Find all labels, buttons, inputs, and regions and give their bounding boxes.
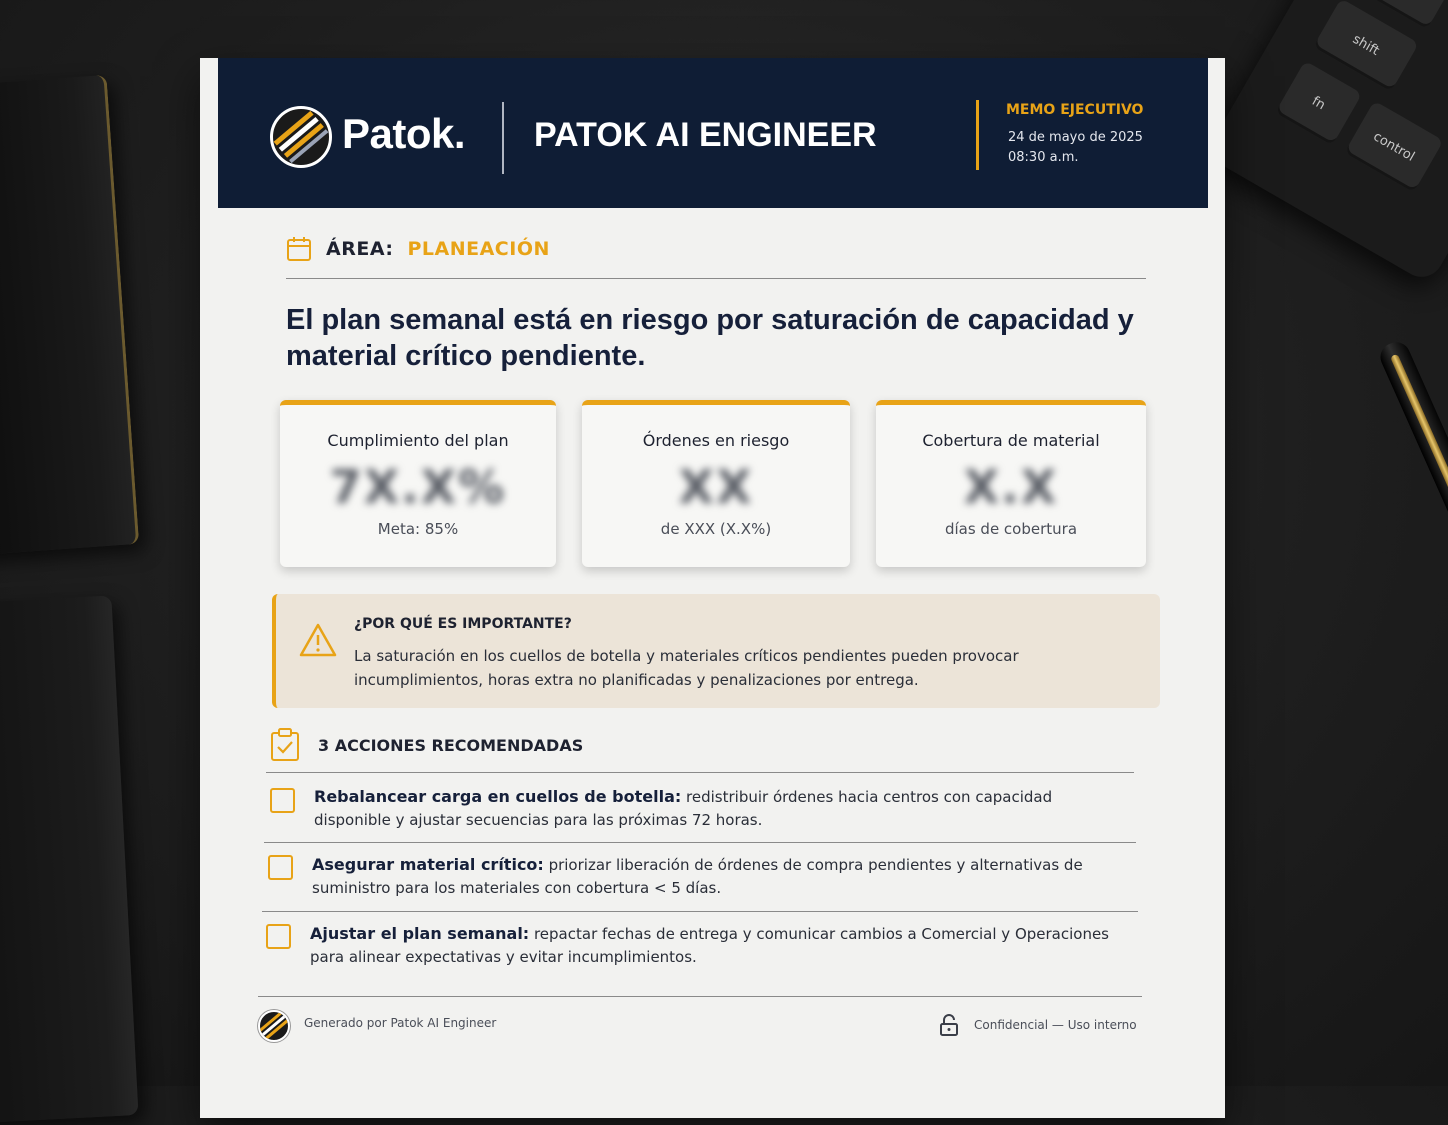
action-title: Asegurar material crítico: (312, 855, 544, 874)
action-divider (262, 911, 1138, 912)
patok-logo-icon (270, 106, 332, 168)
footer-generated-by: Generado por Patok AI Engineer (304, 1016, 497, 1030)
warning-icon (298, 622, 338, 658)
key-control: control (1344, 101, 1443, 193)
black-notebook (0, 75, 139, 555)
memo-header (218, 58, 1208, 208)
footer-divider (258, 996, 1142, 997)
kpi-value: 7X.X% (329, 460, 507, 514)
kpi-title: Cobertura de material (922, 431, 1100, 450)
kpi-title: Órdenes en riesgo (642, 431, 790, 450)
kpi-card-plan (280, 400, 556, 567)
fountain-pen (1376, 338, 1448, 1044)
key-shift: shift (1313, 0, 1419, 92)
action-item-2 (312, 853, 1112, 900)
area-row (286, 236, 550, 262)
brand-wordmark: Patok. (342, 110, 466, 157)
actions-title: 3 ACCIONES RECOMENDADAS (318, 735, 584, 755)
action-checkbox-3[interactable] (266, 924, 291, 949)
callout-title: ¿POR QUÉ ES IMPORTANTE? (354, 616, 572, 632)
memo-type-label: MEMO EJECUTIVO (1006, 102, 1144, 118)
action-divider (264, 842, 1136, 843)
kpi-value: X.X (963, 460, 1059, 514)
actions-divider (266, 772, 1134, 773)
footer-confidential: Confidencial — Uso interno (974, 1018, 1137, 1032)
callout-text: La saturación en los cuellos de botella y materiales críticos pendientes pueden provocar incumplimientos, horas extra no planificadas y penalizaciones por entrega. (354, 647, 1019, 689)
action-text: repactar fechas de entrega y comunicar cambios a Comercial y Operaciones para alinear expectativas y evitar incumplimientos. (310, 925, 1109, 966)
kpi-subtitle: días de cobertura (944, 520, 1078, 538)
kpi-card-material (876, 400, 1146, 567)
action-text: redistribuir órdenes hacia centros con capacidad disponible y ajustar secuencias para las próximas 72 horas. (314, 788, 1053, 829)
kpi-subtitle: de XXX (X.X%) (660, 520, 772, 538)
calendar-icon (286, 236, 312, 262)
kpi-title: Cumplimiento del plan (327, 431, 509, 450)
product-title: PATOK AI ENGINEER (534, 116, 877, 154)
pen-cap (1376, 338, 1448, 524)
kpi-subtitle: Meta: 85% (377, 520, 459, 538)
keyboard (1204, 0, 1448, 285)
kpi-card-orders (582, 400, 850, 567)
memo-time: 08:30 a.m. (1008, 150, 1079, 165)
memo-headline: El plan semanal está en riesgo por saturación de capacidad y material crítico pendiente. (286, 304, 1134, 372)
key-fn: fn (1275, 61, 1362, 146)
kpi-value: XX (678, 460, 754, 514)
action-item-1 (314, 785, 1114, 832)
action-checkbox-1[interactable] (270, 788, 295, 813)
action-text: priorizar liberación de órdenes de compra pendientes y alternativas de suministro para los materiales con cobertura < 5 días. (312, 856, 1083, 897)
area-value: PLANEACIÓN (407, 238, 550, 260)
footer-logo-icon (258, 1010, 290, 1042)
importance-callout (272, 594, 1160, 708)
action-title: Ajustar el plan semanal: (310, 924, 530, 943)
memo-date: 24 de mayo de 2025 (1008, 130, 1143, 145)
header-divider (502, 102, 504, 174)
black-notebook-lower (0, 596, 138, 1125)
action-item-3 (310, 922, 1110, 969)
lock-icon (940, 1014, 958, 1036)
area-divider (286, 278, 1146, 279)
action-checkbox-2[interactable] (268, 855, 293, 880)
clipboard-check-icon (270, 728, 300, 762)
actions-header (270, 728, 583, 762)
memo-paper (200, 58, 1225, 1118)
header-accent-bar (976, 100, 979, 170)
action-title: Rebalancear carga en cuellos de botella: (314, 787, 682, 806)
area-label: ÁREA: (326, 238, 394, 260)
